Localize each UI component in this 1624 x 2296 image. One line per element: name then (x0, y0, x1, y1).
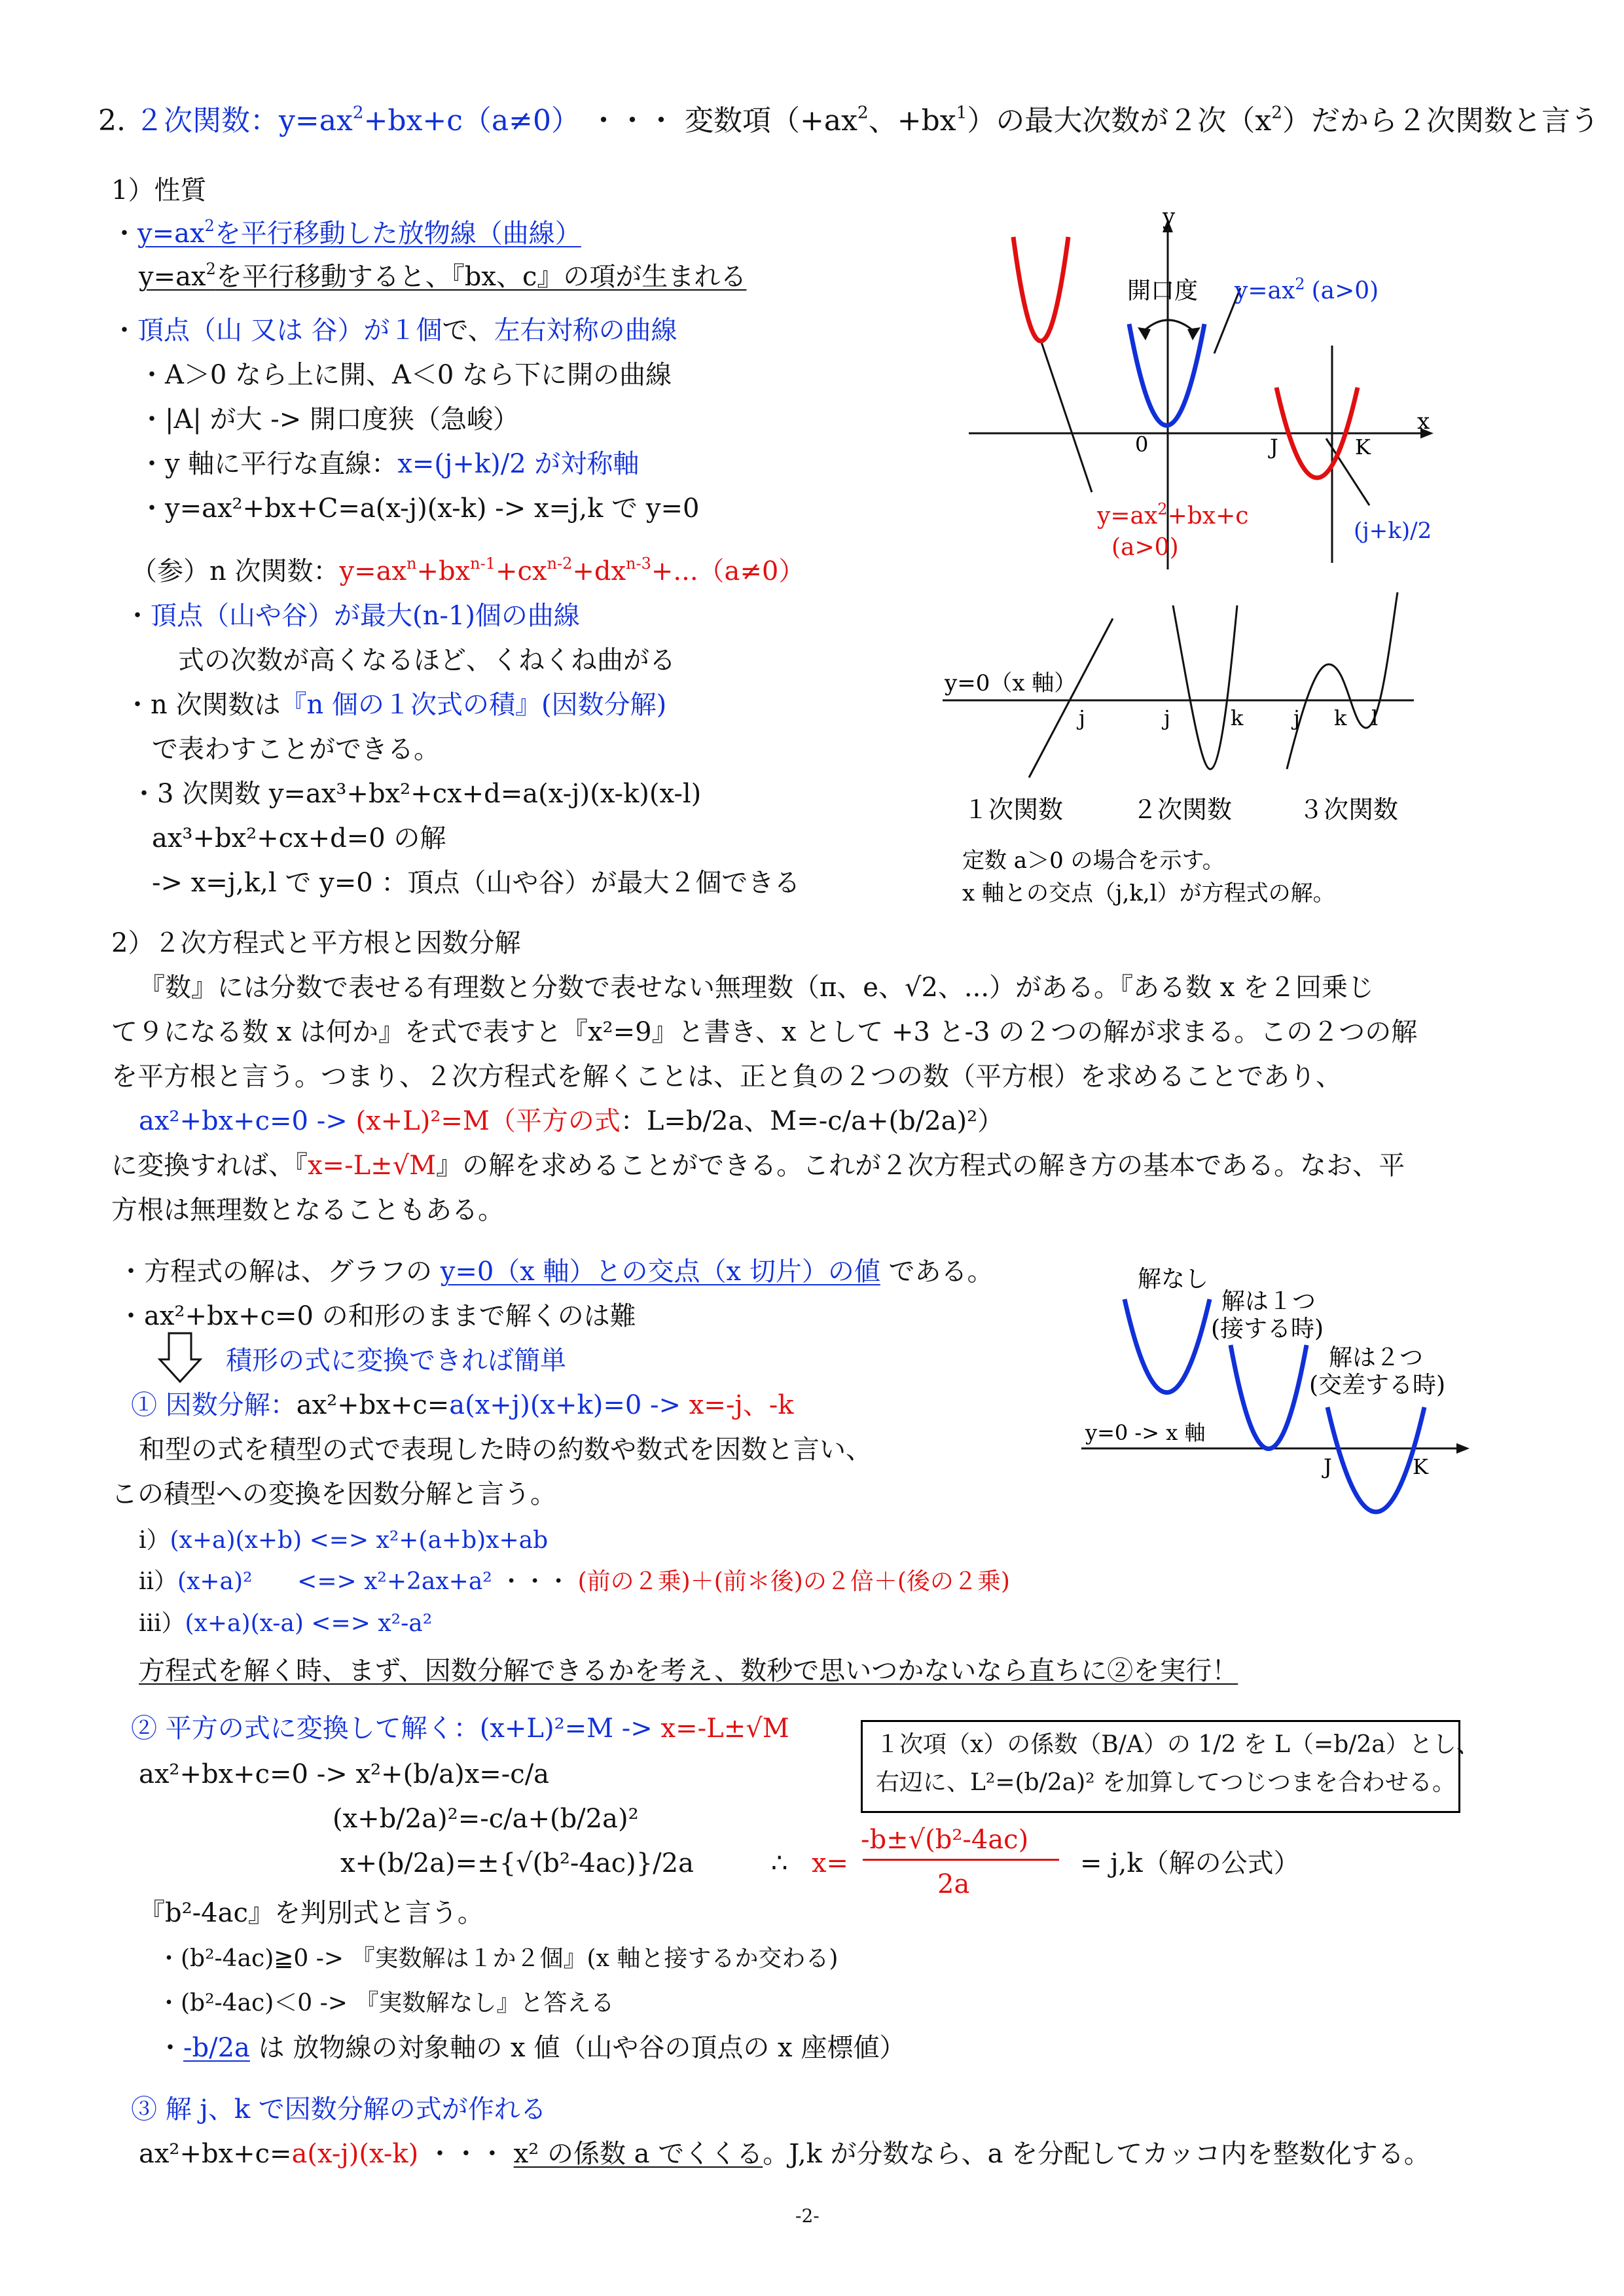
fig2-note-2: x 軸との交点（j,k,l）が方程式の解。 (962, 880, 1335, 906)
fig2-caption-2: ２次関数 (1132, 795, 1233, 824)
ref-nth-order: （参）n 次関数：$y=ax^n+bx^{n-1}+cx^{n-2}+dx^{n-3}+...(a\ne 0)$ (131, 554, 805, 586)
page-number: -2- (795, 2205, 820, 2227)
ref-point-2-detail: で表わすことができる。 (152, 734, 440, 764)
note-box-line-1: １次項（x）の係数（B/A）の 1/2 を L（=b/2a）とし、 (876, 1731, 1480, 1758)
fig3-k-label: K (1413, 1454, 1428, 1479)
fig1-k-label: K (1355, 435, 1371, 459)
heading-tail: ・・・ 変数項（$+ax^2$、$+bx^1$）の最大次数が２次$(x^2)$だから２次関数と言う (589, 102, 1599, 137)
ref-point-3-result: -> x=j,k,l で y=0 ：頂点（山や谷）が最大２個できる (152, 868, 801, 898)
discriminant-def: 『b²-4ac』を判別式と言う。 (139, 1898, 484, 1928)
heading-title: ２次関数：$y=ax^2+bx+c(a\ne 0)$ (134, 102, 581, 137)
s1-sub-4: ・y=ax²+bx+C=a(x-j)(x-k) -> x=j,k で y=0 (139, 493, 700, 524)
therefore-symbol: ∴ (771, 1848, 788, 1878)
fig1-eq-basic: $y=ax^2$ (a>0) (1235, 275, 1379, 304)
fig2-j3: j (1293, 706, 1300, 730)
fig2-k3: k (1334, 706, 1347, 730)
fig2-note-1: 定数 a＞0 の場合を示す。 (962, 848, 1225, 874)
fig3-j-label: J (1324, 1454, 1332, 1479)
s3-line-1: ・方程式の解は、グラフの y=0（x 軸）との交点（x 切片）の値 である。 (118, 1257, 994, 1287)
s1-title: 1）性質 (111, 175, 207, 206)
fig3-one: 解は１つ (1221, 1288, 1316, 1315)
s1-bullet-1-detail: $y=ax^2$を平行移動すると、『bx、c』の項が生まれる (139, 260, 747, 292)
s4-step-1: ax²+bx+c=0 -> x²+(b/a)x=-c/a (139, 1759, 550, 1789)
s3-factorize-title: ① 因数分解：ax²+bx+c=a(x+j)(x+k)=0 -> x=-j、-k (131, 1390, 794, 1420)
fig1-eq-shifted: $y=ax^2+bx+c$ (1097, 500, 1249, 529)
formula-x: x= (812, 1848, 849, 1878)
s3-factorize-desc-2: この積型への変換を因数分解と言う。 (111, 1479, 556, 1509)
fig1-kaiko-label: 開口度 (1127, 278, 1199, 304)
fig2-caption-1: １次関数 (964, 795, 1064, 824)
fig1-origin-label: 0 (1135, 432, 1149, 457)
fig2-j2: j (1164, 706, 1170, 730)
s2-para-4: ax²+bx+c=0 -> (x+L)²=M（平方の式：L=b/2a、M=-c/a+(b/2a)²） (139, 1106, 1004, 1136)
s1-sub-2: ・|A| が大 -> 開口度狭（急峻） (139, 404, 520, 435)
s4-title: ② 平方の式に変換して解く：(x+L)²=M -> x=-L±√M (131, 1713, 789, 1744)
s5-title: ③ 解 j、k で因数分解の式が作れる (131, 2094, 547, 2125)
fig1-j-label: J (1270, 435, 1278, 459)
s2-para-6: 方根は無理数となることもある。 (111, 1195, 504, 1225)
axis-of-symmetry: ・-b/2a は 放物線の対象軸の x 値（山や谷の頂点の x 座標値） (157, 2033, 906, 2063)
formula-denominator: 2a (937, 1869, 970, 1899)
s3-advice: 方程式を解く時、まず、因数分解できるかを考え、数秒で思いつかないなら直ちに②を実行！ (139, 1656, 1238, 1686)
fig1-axis-label: (j+k)/2 (1354, 518, 1432, 544)
fraction-bar (863, 1859, 1059, 1861)
s2-para-1: 『数』には分数で表せる有理数と分数で表せない無理数（π、e、√2、...）がある。『ある数 x を２回乗じ (139, 973, 1375, 1003)
s3-line-2: ・ax²+bx+c=0 の和形のままで解くのは難 (118, 1301, 636, 1331)
s2-para-5: に変換すれば、『x=-L±√M』の解を求めることができる。これが２次方程式の解き方の基本である。なお、平 (111, 1151, 1405, 1181)
s1-sub-3: ・y 軸に平行な直線：x=(j+k)/2 が対称軸 (139, 449, 640, 479)
note-box-line-2: 右辺に、L²=(b/2a)² を加算してつじつまを合わせる。 (876, 1769, 1456, 1796)
identity-1: ⅰ）(x+a)(x+b) <=> x²+(a+b)x+ab (139, 1527, 549, 1554)
formula-result: = j,k（解の公式） (1080, 1848, 1300, 1878)
ref-point-1: ・頂点（山や谷）が最大(n-1)個の曲線 (124, 601, 580, 631)
identity-3: ⅲ）(x+a)(x-a) <=> x²-a² (139, 1610, 433, 1637)
heading-number: 2. (98, 104, 126, 137)
s2-para-3: を平方根と言う。つまり、２次方程式を解くことは、正と負の２つの数（平方根）を求めることであり、 (111, 1062, 1342, 1092)
fig3-none: 解なし (1138, 1266, 1209, 1293)
fig1-y-label: y (1163, 204, 1176, 230)
s4-step-3: x+(b/2a)=±{√(b²-4ac)}/2a (340, 1848, 694, 1878)
note-box (861, 1720, 1480, 1813)
fig1-eq-shifted-cond: (a>0) (1111, 534, 1179, 561)
s3-line-3: 積形の式に変換できれば簡単 (226, 1346, 566, 1376)
s3-factorize-desc-1: 和型の式を積型の式で表現した時の約数や数式を因数と言い、 (139, 1435, 872, 1465)
fig2-caption-3: ３次関数 (1299, 795, 1399, 824)
fig2-j1: j (1079, 706, 1085, 730)
fig3-one-note: (接する時) (1211, 1316, 1324, 1342)
s2-para-2: て９になる数 x は何か』を式で表すと『x²=9』と書き、x として +3 と-3 の２つの解が求まる。この２つの解 (111, 1017, 1418, 1047)
discriminant-case-2: ・(b²-4ac)＜0 -> 『実数解なし』と答える (157, 1990, 615, 2017)
fig3-two: 解は２つ (1329, 1344, 1424, 1371)
fig3-two-note: (交差する時) (1309, 1372, 1446, 1399)
s1-bullet-2: ・頂点（山 又は 谷）が１個で、左右対称の曲線 (111, 315, 677, 346)
s5-equation: ax²+bx+c=a(x-j)(x-k) ・・・ x² の係数 a でくくる。J,k が分数なら、a を分配してカッコ内を整数化する。 (139, 2139, 1430, 2169)
ref-point-1-detail: 式の次数が高くなるほど、くねくね曲がる (178, 645, 676, 675)
fig2-axis-label: y=0（x 軸） (945, 670, 1077, 696)
ref-point-2: ・n 次関数は『n 個の１次式の積』(因数分解) (124, 690, 667, 720)
s4-step-2: (x+b/2a)²=-c/a+(b/2a)² (333, 1804, 639, 1834)
identity-2: ⅱ）(x+a)² <=> x²+2ax+a² ・・・ (前の２乗)＋(前＊後)の２倍＋(後の２乗) (139, 1568, 1010, 1595)
ref-point-3: ・3 次関数 y=ax³+bx²+cx+d=a(x-j)(x-k)(x-l) (131, 779, 702, 809)
discriminant-case-1: ・(b²-4ac)≧0 -> 『実数解は１か２個』(x 軸と接するか交わる) (157, 1945, 839, 1972)
formula-numerator: -b±√(b²-4ac) (861, 1825, 1029, 1855)
fig2-l3: l (1371, 706, 1379, 730)
s1-sub-1: ・A＞0 なら上に開、A＜0 なら下に開の曲線 (139, 360, 672, 390)
fig1-x-label: x (1417, 408, 1430, 435)
s2-title: 2）２次方程式と平方根と因数分解 (111, 928, 521, 958)
fig2-k2: k (1231, 706, 1244, 730)
s1-bullet-1: ・$y=ax^2$を平行移動した放物線（曲線） (111, 217, 581, 249)
fig3-axis-label: y=0 -> x 軸 (1085, 1420, 1206, 1445)
ref-point-3-eq: ax³+bx²+cx+d=0 の解 (152, 823, 446, 853)
